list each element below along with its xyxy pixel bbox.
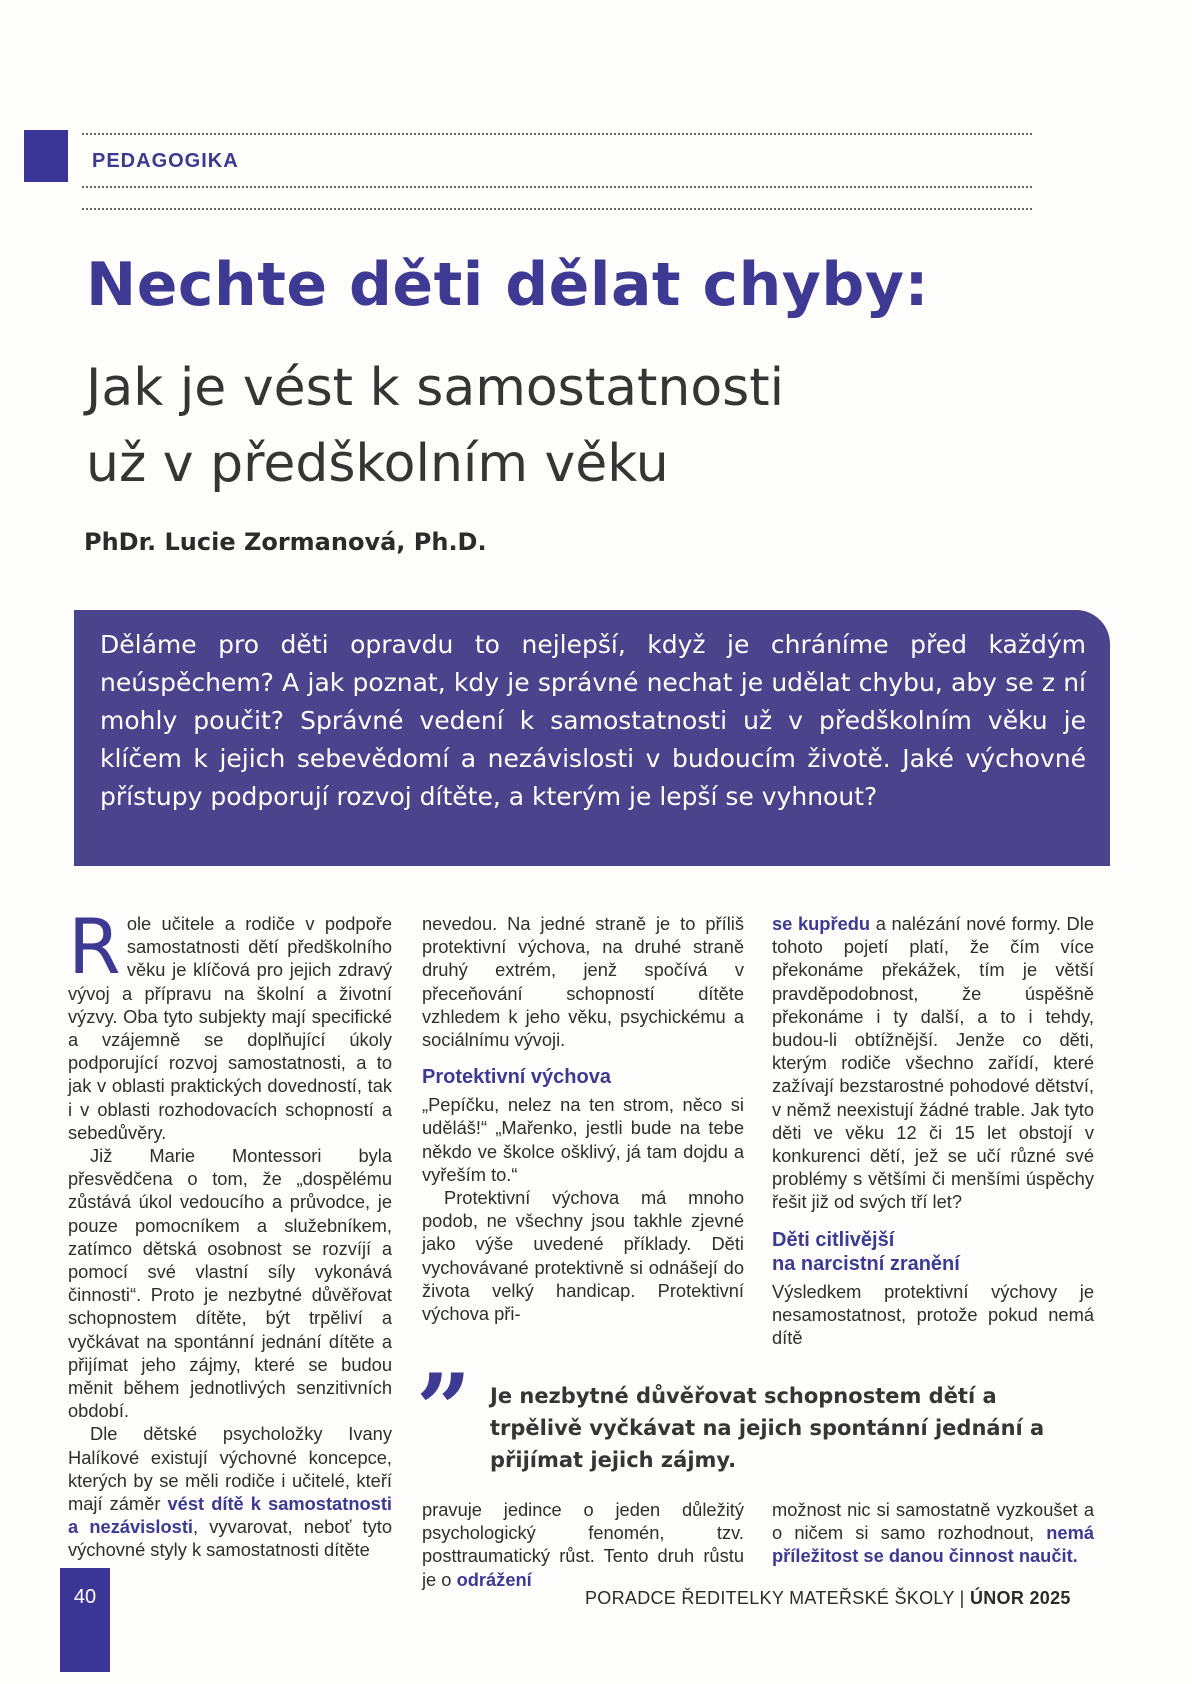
divider-bottom-2 [82, 208, 1032, 210]
article-title: Nechte děti dělat chyby: [86, 250, 929, 320]
divider-bottom [82, 186, 1032, 188]
column-1 [68, 902, 392, 1562]
col1-paragraph-3 [68, 1422, 392, 1561]
divider-top [82, 133, 1032, 135]
col3-heading-line-1: Děti citlivější [772, 1228, 895, 1251]
subtitle-line-2: už v předškolním věku [86, 434, 669, 494]
col2-paragraph-2: „Pepíčku, nelez na ten strom, něco si uděláš!“ „Mařenko, jestli bude na tebe někdo ve školce ošklivý, já tam dojdu a vyřeším to.“ [422, 1094, 744, 1185]
col1-p3-start: Dle dětské psycholožky Ivany Halíkové existují výchovné koncepce, kterých by se měli rodiče i učitelé, kteří mají záměr [68, 1423, 392, 1515]
page-number: 40 [60, 1568, 110, 1672]
col2-bottom-paragraph [422, 1498, 744, 1591]
subtitle-line-1: Jak je vést k samostatnosti [86, 358, 785, 418]
col3-heading-line-2: na narcistní zranění [772, 1252, 960, 1275]
section-label: PEDAGOGIKA [92, 150, 239, 172]
col1-paragraph-1 [68, 902, 392, 1144]
column-3 [772, 912, 1094, 1349]
col2-paragraph-3: Protektivní výchova má mnoho podob, ne všechny jsou takhle zjevné jako výše uvedené příklady. Děti vychovávané protektivně si odnášejí do života velký handicap. Protektivní výchova při- [422, 1187, 744, 1325]
lead-box [74, 610, 1110, 866]
col2-bottom-text: pravuje jedince o jeden důležitý psychologický fenomén, tzv. posttraumatický růst. Tento druh růstu je o [422, 1499, 744, 1590]
article-author: PhDr. Lucie Zormanová, Ph.D. [84, 528, 487, 556]
col3-bottom-highlight: nemá příležitost se danou činnost naučit. [772, 1522, 1094, 1567]
footer [585, 1588, 1071, 1609]
col3-p1-highlight: se kupředu [772, 913, 871, 934]
col2-paragraph-1: nevedou. Na jedné straně je to příliš protektivní výchova, na druhé straně druhý extrém, jenž spočívá v přeceňování schopností dítěte vzhledem k jeho věku, psychickému a sociálnímu vývoji. [422, 913, 744, 1051]
drop-cap: R [68, 902, 121, 991]
col2-heading: Protektivní výchova [422, 1066, 611, 1089]
lead-text: Děláme pro děti opravdu to nejlepší, když je chráníme před každým neúspěchem? A jak poznat, kdy je správné nechat je udělat chybu, aby se z ní mohly poučit? Správné vedení k samostatnosti už v předškolním věku je klíčem k jejich sebevědomí a nezávislosti v budoucím životě. Jaké výchovné přístupy podporují rozvoj dítěte, a kterým je lepší se vyhnout? [100, 630, 1086, 811]
section-marker [24, 130, 68, 182]
col3-p1-text: a nalézání nové formy. Dle tohoto pojetí platí, že čím více překonáme překážek, tím je větší pravděpodobnost, že úspěšně překonáme i ty další, a to i tehdy, budou-li obtížnější. Jenže co děti, kterým rodiče všechno zařídí, které zažívají bezstarostné pohodové dětství, v němž neexistují žádné trable. Jak tyto děti ve věku 12 či 15 let obstojí v konkurenci dětí, jež se učí různé své problémy s většími či menšími úspěchy řešit již od svých tří let? [772, 913, 1094, 1213]
col2-bottom-highlight: odrážení [456, 1568, 532, 1590]
col3-paragraph-1 [772, 912, 1094, 1214]
footer-magazine: PORADCE ŘEDITELKY MATEŘSKÉ ŠKOLY | [585, 1588, 970, 1608]
column-2 [422, 912, 744, 1325]
col1-p3-end: , vyvarovat, neboť tyto výchovné styly k samostatnosti dítěte [68, 1516, 392, 1561]
column-2-bottom [422, 1498, 744, 1591]
quote-mark-icon: ” [416, 1353, 472, 1466]
col3-bottom-paragraph [772, 1498, 1094, 1568]
col1-paragraph-1-text: ole učitele a rodiče v podpoře samostatnosti dětí předškolního věku je klíčová pro jejich zdravý vývoj a přípravu na školní a životní výzvy. Oba tyto subjekty mají specifické a vzájemně se doplňující úkoly podporující rozvoj samostatnosti, a to jak v oblasti praktických dovedností, tak i v oblasti rozhodovacích schopností a sebedůvěry. [68, 913, 392, 1143]
col3-paragraph-2: Výsledkem protektivní výchovy je nesamostatnost, protože pokud nemá dítě [772, 1280, 1094, 1349]
column-3-bottom [772, 1498, 1094, 1568]
col3-heading [772, 1228, 1094, 1276]
footer-issue: ÚNOR 2025 [969, 1588, 1071, 1608]
article-subtitle [86, 350, 784, 502]
col3-bottom-text: možnost nic si samostatně vyzkoušet a o ničem si samo rozhodnout, [772, 1499, 1094, 1544]
col1-paragraph-2: Již Marie Montessori byla přesvědčena o tom, že „dospělému zůstává úkol vedoucího a průvodce, je pouze pomocníkem a služebníkem, zatímco dětská osobnost se rozvíjí a pomocí své vlastní síly vykonává činnosti“. Proto je nezbytné důvěřovat schopnostem dítěte, být trpěliví a vyčkávat na spontánní jednání dítěte a přijímat jeho zájmy, které se budou měnit během jednotlivých senzitivních období. [68, 1145, 392, 1422]
pull-quote: Je nezbytné důvěřovat schopnostem dětí a trpělivě vyčkávat na jejich spontánní jednání a přijímat jejich zájmy. [490, 1384, 1045, 1472]
col1-p3-highlight: vést dítě k samostatnosti a nezávislosti [68, 1493, 392, 1538]
